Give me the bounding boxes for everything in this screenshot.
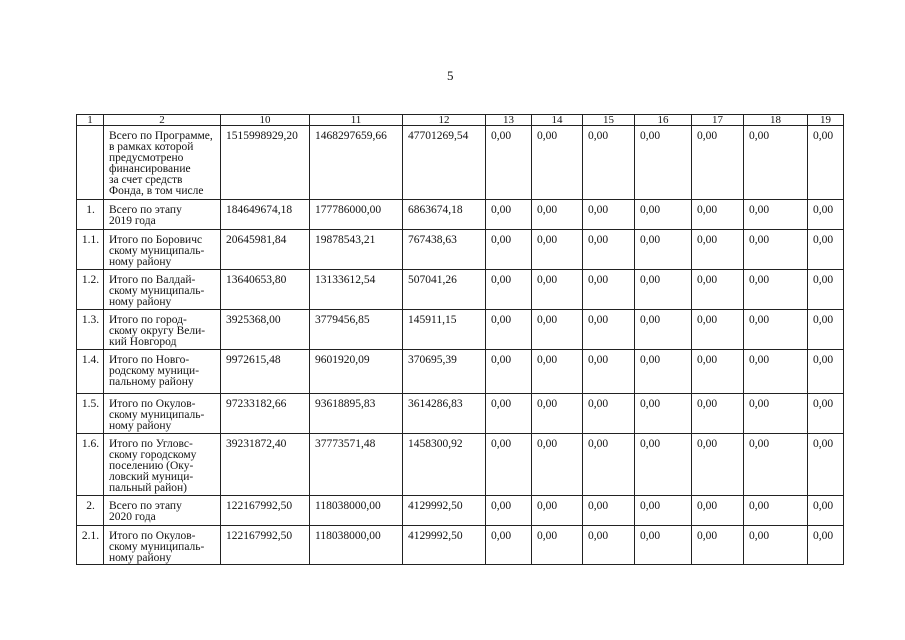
column-header: 14 xyxy=(532,115,583,126)
value-cell: 0,00 xyxy=(692,126,744,200)
value-cell: 118038000,00 xyxy=(310,526,403,565)
value-cell: 0,00 xyxy=(692,496,744,526)
table-row xyxy=(77,200,844,230)
value-cell: 0,00 xyxy=(744,496,808,526)
value-cell: 370695,39 xyxy=(403,350,486,394)
value-cell: 9601920,09 xyxy=(310,350,403,394)
row-name-line: Итого по Новго- xyxy=(109,354,190,366)
row-number: 1.6. xyxy=(77,434,104,496)
value-cell: 0,00 xyxy=(635,126,692,200)
value-cell: 93618895,83 xyxy=(310,394,403,434)
value-cell: 0,00 xyxy=(486,126,532,200)
row-name-line: в рамках которой xyxy=(109,141,194,153)
column-header: 13 xyxy=(486,115,532,126)
value-cell: 0,00 xyxy=(692,310,744,350)
value-cell: 0,00 xyxy=(532,350,583,394)
value-cell: 0,00 xyxy=(583,526,635,565)
value-cell: 0,00 xyxy=(635,496,692,526)
row-name-line: 2020 года xyxy=(109,511,156,523)
row-name-line: Всего по Программе, xyxy=(109,130,213,142)
column-header: 12 xyxy=(403,115,486,126)
row-name xyxy=(104,350,221,394)
value-cell: 3614286,83 xyxy=(403,394,486,434)
table-row xyxy=(77,394,844,434)
row-name-line: Итого по Окулов- xyxy=(109,530,196,542)
value-cell: 507041,26 xyxy=(403,270,486,310)
row-number: 1.5. xyxy=(77,394,104,434)
value-cell: 0,00 xyxy=(486,526,532,565)
row-name-line: пальный район) xyxy=(109,482,187,494)
column-header: 11 xyxy=(310,115,403,126)
row-name-line: Всего по этапу xyxy=(109,500,182,512)
table-row xyxy=(77,230,844,270)
value-cell: 0,00 xyxy=(692,270,744,310)
column-header: 2 xyxy=(104,115,221,126)
value-cell: 0,00 xyxy=(486,394,532,434)
value-cell: 0,00 xyxy=(583,394,635,434)
row-name-line: 2019 года xyxy=(109,215,156,227)
value-cell: 19878543,21 xyxy=(310,230,403,270)
row-name-line: Фонда, в том числе xyxy=(109,185,204,197)
row-number: 1.2. xyxy=(77,270,104,310)
value-cell: 0,00 xyxy=(635,310,692,350)
value-cell: 0,00 xyxy=(635,200,692,230)
value-cell: 122167992,50 xyxy=(221,496,310,526)
value-cell: 0,00 xyxy=(583,270,635,310)
value-cell: 3779456,85 xyxy=(310,310,403,350)
column-header: 16 xyxy=(635,115,692,126)
value-cell: 47701269,54 xyxy=(403,126,486,200)
row-name xyxy=(104,526,221,565)
value-cell: 6863674,18 xyxy=(403,200,486,230)
value-cell: 0,00 xyxy=(808,434,844,496)
row-number: 1.3. xyxy=(77,310,104,350)
value-cell: 0,00 xyxy=(744,200,808,230)
value-cell: 0,00 xyxy=(744,270,808,310)
value-cell: 0,00 xyxy=(635,526,692,565)
row-name-line: Итого по Угловс- xyxy=(109,438,193,450)
value-cell: 20645981,84 xyxy=(221,230,310,270)
row-name xyxy=(104,270,221,310)
row-number: 1. xyxy=(77,200,104,230)
value-cell: 145911,15 xyxy=(403,310,486,350)
value-cell: 0,00 xyxy=(808,310,844,350)
value-cell: 0,00 xyxy=(532,310,583,350)
column-header: 15 xyxy=(583,115,635,126)
value-cell: 0,00 xyxy=(486,434,532,496)
row-name xyxy=(104,200,221,230)
value-cell: 0,00 xyxy=(486,270,532,310)
row-name-line: ному району xyxy=(109,256,172,268)
value-cell: 0,00 xyxy=(692,434,744,496)
row-number: 1.4. xyxy=(77,350,104,394)
row-name xyxy=(104,230,221,270)
value-cell: 37773571,48 xyxy=(310,434,403,496)
value-cell: 767438,63 xyxy=(403,230,486,270)
row-name-line: ному району xyxy=(109,552,172,564)
table-row xyxy=(77,270,844,310)
row-name-line: Итого по Боровичс xyxy=(109,234,203,246)
value-cell: 13640653,80 xyxy=(221,270,310,310)
row-name xyxy=(104,310,221,350)
value-cell: 0,00 xyxy=(583,496,635,526)
column-header: 10 xyxy=(221,115,310,126)
value-cell: 0,00 xyxy=(635,270,692,310)
value-cell: 0,00 xyxy=(692,526,744,565)
value-cell: 0,00 xyxy=(808,230,844,270)
value-cell: 97233182,66 xyxy=(221,394,310,434)
row-name-line: Итого по город- xyxy=(109,314,187,326)
value-cell: 4129992,50 xyxy=(403,496,486,526)
table-row xyxy=(77,126,844,200)
row-name-line: ловский муници- xyxy=(109,471,194,483)
header-row xyxy=(77,115,844,126)
value-cell: 0,00 xyxy=(808,126,844,200)
row-name-line: пальному району xyxy=(109,376,194,388)
value-cell: 0,00 xyxy=(583,200,635,230)
value-cell: 0,00 xyxy=(635,350,692,394)
value-cell: 0,00 xyxy=(744,526,808,565)
row-name-line: поселению (Оку- xyxy=(109,460,194,472)
value-cell: 0,00 xyxy=(583,230,635,270)
value-cell: 9972615,48 xyxy=(221,350,310,394)
value-cell: 0,00 xyxy=(532,200,583,230)
row-number: 1.1. xyxy=(77,230,104,270)
column-header: 17 xyxy=(692,115,744,126)
page-number: 5 xyxy=(447,68,454,83)
value-cell: 0,00 xyxy=(532,526,583,565)
value-cell: 122167992,50 xyxy=(221,526,310,565)
table-row xyxy=(77,496,844,526)
row-name-line: ному району xyxy=(109,420,172,432)
value-cell: 0,00 xyxy=(692,200,744,230)
value-cell: 0,00 xyxy=(808,526,844,565)
value-cell: 0,00 xyxy=(808,350,844,394)
row-name-line: финансирование xyxy=(109,163,191,175)
value-cell: 0,00 xyxy=(808,270,844,310)
value-cell: 1515998929,20 xyxy=(221,126,310,200)
value-cell: 177786000,00 xyxy=(310,200,403,230)
value-cell: 0,00 xyxy=(486,496,532,526)
value-cell: 0,00 xyxy=(532,496,583,526)
row-name-line: скому муниципаль- xyxy=(109,285,205,297)
value-cell: 0,00 xyxy=(532,394,583,434)
value-cell: 0,00 xyxy=(635,434,692,496)
value-cell: 0,00 xyxy=(808,394,844,434)
value-cell: 0,00 xyxy=(583,434,635,496)
table-row xyxy=(77,434,844,496)
value-cell: 0,00 xyxy=(744,310,808,350)
value-cell: 0,00 xyxy=(692,394,744,434)
row-name xyxy=(104,394,221,434)
row-name-line: скому муниципаль- xyxy=(109,245,205,257)
value-cell: 0,00 xyxy=(744,230,808,270)
row-number xyxy=(77,126,104,200)
row-name-line: ному району xyxy=(109,296,172,308)
value-cell: 3925368,00 xyxy=(221,310,310,350)
row-number: 2.1. xyxy=(77,526,104,565)
value-cell: 0,00 xyxy=(532,270,583,310)
row-name-line: предусмотрено xyxy=(109,152,184,164)
value-cell: 39231872,40 xyxy=(221,434,310,496)
value-cell: 0,00 xyxy=(635,230,692,270)
value-cell: 0,00 xyxy=(808,200,844,230)
value-cell: 0,00 xyxy=(692,350,744,394)
column-header: 18 xyxy=(744,115,808,126)
value-cell: 0,00 xyxy=(486,200,532,230)
row-name xyxy=(104,434,221,496)
value-cell: 0,00 xyxy=(744,434,808,496)
value-cell: 13133612,54 xyxy=(310,270,403,310)
table-row xyxy=(77,526,844,565)
row-number: 2. xyxy=(77,496,104,526)
value-cell: 118038000,00 xyxy=(310,496,403,526)
value-cell: 0,00 xyxy=(744,350,808,394)
row-name xyxy=(104,126,221,200)
row-name-line: кий Новгород xyxy=(109,336,177,348)
value-cell: 1468297659,66 xyxy=(310,126,403,200)
row-name-line: Всего по этапу xyxy=(109,204,182,216)
value-cell: 4129992,50 xyxy=(403,526,486,565)
value-cell: 184649674,18 xyxy=(221,200,310,230)
value-cell: 0,00 xyxy=(583,126,635,200)
row-name-line: Итого по Окулов- xyxy=(109,398,196,410)
value-cell: 0,00 xyxy=(692,230,744,270)
value-cell: 0,00 xyxy=(583,350,635,394)
value-cell: 0,00 xyxy=(635,394,692,434)
column-header: 1 xyxy=(77,115,104,126)
value-cell: 1458300,92 xyxy=(403,434,486,496)
value-cell: 0,00 xyxy=(808,496,844,526)
value-cell: 0,00 xyxy=(486,230,532,270)
value-cell: 0,00 xyxy=(744,126,808,200)
table-row xyxy=(77,310,844,350)
row-name-line: скому муниципаль- xyxy=(109,541,205,553)
value-cell: 0,00 xyxy=(532,434,583,496)
financing-table xyxy=(76,114,844,565)
value-cell: 0,00 xyxy=(744,394,808,434)
value-cell: 0,00 xyxy=(583,310,635,350)
row-name-line: скому муниципаль- xyxy=(109,409,205,421)
row-name-line: скому городскому xyxy=(109,449,197,461)
row-name xyxy=(104,496,221,526)
value-cell: 0,00 xyxy=(532,126,583,200)
row-name-line: за счет средств xyxy=(109,174,183,186)
value-cell: 0,00 xyxy=(486,310,532,350)
column-header: 19 xyxy=(808,115,844,126)
value-cell: 0,00 xyxy=(532,230,583,270)
row-name-line: родскому муници- xyxy=(109,365,200,377)
value-cell: 0,00 xyxy=(486,350,532,394)
table-row xyxy=(77,350,844,394)
row-name-line: Итого по Валдай- xyxy=(109,274,196,286)
row-name-line: скому округу Вели- xyxy=(109,325,206,337)
